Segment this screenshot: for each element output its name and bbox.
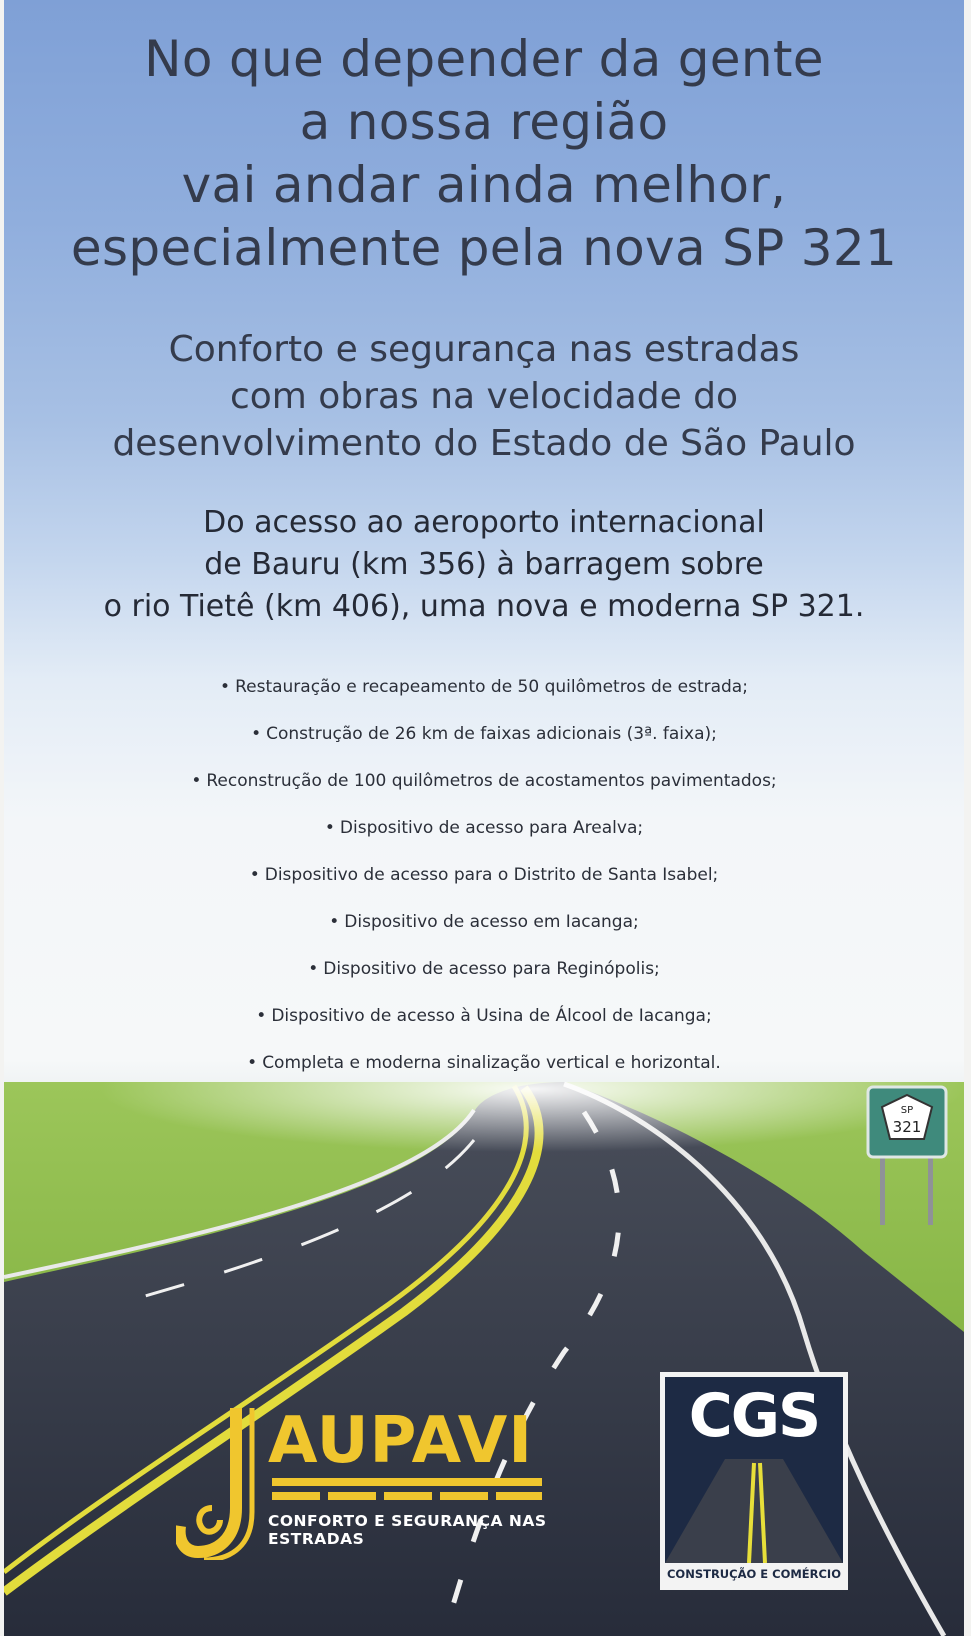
aupavi-logo bbox=[176, 1400, 566, 1560]
list-item-text: Completa e moderna sinalização vertical e horizontal. bbox=[262, 1053, 721, 1073]
advertisement-page bbox=[4, 0, 964, 1636]
subheadline bbox=[4, 326, 964, 467]
sp-321-road-sign bbox=[866, 1085, 950, 1225]
bullet-dot: • bbox=[324, 818, 335, 838]
cgs-logo bbox=[660, 1372, 848, 1590]
aupavi-j-icon bbox=[176, 1400, 268, 1560]
description-line-1: Do acesso ao aeroporto internacional bbox=[203, 505, 765, 540]
sign-text-sp: SP bbox=[900, 1105, 914, 1116]
description-line-2: de Bauru (km 356) à barragem sobre bbox=[204, 547, 764, 582]
aupavi-tagline: CONFORTO E SEGURANÇA NAS ESTRADAS bbox=[268, 1512, 547, 1548]
bullet-dot: • bbox=[329, 912, 340, 932]
headline-line-2: a nossa região bbox=[299, 93, 669, 151]
sign-text-number: 321 bbox=[892, 1118, 922, 1136]
headline bbox=[4, 28, 964, 280]
list-item-text: Dispositivo de acesso à Usina de Álcool de Iacanga; bbox=[271, 1006, 712, 1026]
list-item bbox=[4, 1040, 964, 1087]
description bbox=[4, 502, 964, 628]
works-list bbox=[4, 664, 964, 1087]
headline-line-4: especialmente pela nova SP 321 bbox=[70, 219, 898, 277]
bullet-dot: • bbox=[251, 724, 262, 744]
bullet-dot: • bbox=[247, 1053, 258, 1073]
list-item bbox=[4, 664, 964, 711]
headline-line-1: No que depender da gente bbox=[144, 30, 824, 88]
list-item-text: Construção de 26 km de faixas adicionais (3ª. faixa); bbox=[266, 724, 717, 744]
cgs-name: CGS bbox=[688, 1381, 820, 1451]
list-item bbox=[4, 805, 964, 852]
headline-line-3: vai andar ainda melhor, bbox=[181, 156, 787, 214]
horizon-haze bbox=[4, 1082, 964, 1222]
list-item-text: Dispositivo de acesso em Iacanga; bbox=[344, 912, 639, 932]
sign-post-left bbox=[880, 1155, 885, 1225]
list-item bbox=[4, 899, 964, 946]
bullet-dot: • bbox=[191, 771, 202, 791]
list-item-text: Dispositivo de acesso para Reginópolis; bbox=[323, 959, 660, 979]
list-item bbox=[4, 993, 964, 1040]
list-item bbox=[4, 758, 964, 805]
cgs-tagline: CONSTRUÇÃO E COMÉRCIO bbox=[665, 1563, 843, 1585]
list-item bbox=[4, 852, 964, 899]
list-item-text: Reconstrução de 100 quilômetros de acostamentos pavimentados; bbox=[206, 771, 777, 791]
list-item bbox=[4, 946, 964, 993]
list-item-text: Restauração e recapeamento de 50 quilômetros de estrada; bbox=[235, 677, 748, 697]
list-item-text: Dispositivo de acesso para o Distrito de Santa Isabel; bbox=[264, 865, 719, 885]
bullet-dot: • bbox=[220, 677, 231, 697]
subheadline-line-2: com obras na velocidade do bbox=[229, 376, 739, 417]
aupavi-stripes bbox=[272, 1478, 542, 1504]
sign-post-right bbox=[928, 1155, 933, 1225]
bullet-dot: • bbox=[256, 1006, 267, 1026]
description-line-3: o rio Tietê (km 406), uma nova e moderna SP 321. bbox=[103, 589, 865, 624]
bullet-dot: • bbox=[249, 865, 260, 885]
subheadline-line-3: desenvolvimento do Estado de São Paulo bbox=[112, 423, 856, 464]
subheadline-line-1: Conforto e segurança nas estradas bbox=[168, 329, 800, 370]
aupavi-name: AUPAVI bbox=[268, 1404, 534, 1478]
list-item bbox=[4, 711, 964, 758]
bullet-dot: • bbox=[308, 959, 319, 979]
list-item-text: Dispositivo de acesso para Arealva; bbox=[339, 818, 644, 838]
